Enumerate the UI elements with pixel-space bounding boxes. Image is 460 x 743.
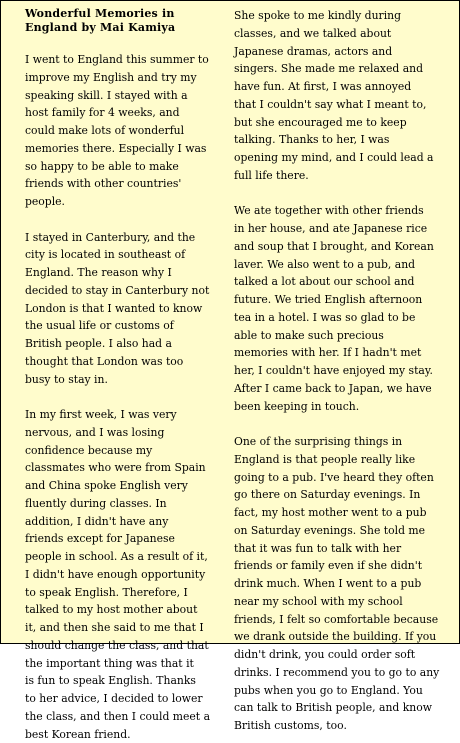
paragraph-canterbury: I stayed in Canterbury, and the city is located in southeast of England. The reason why I decided to stay in Canterbury not London is that I wanted to know the usual life or customs of British people. I also had a thought that London was too busy to stay in. xyxy=(25,230,210,386)
paragraph-first-week: In my first week, I was very nervous, and I was losing confidence because my classmates who were from Spain and China spoke English very fluently during classes. In addition, I didn't have any friends except for Japanese people in school. As a result of it, I didn't have enough opportunity to speak English. Therefore, I talked to my host mother about it, and then she said to me that I should change the class, and that the important thing was that it is fun to speak English. Thanks to her advice, I decided to lower the class, and then I could meet a best Korean friend. xyxy=(25,408,211,741)
paragraph-pub: One of the surprising things in England is that people really like going to a pub. I've heard they often go there on Saturday evenings. In fact, my host mother went to a pub on Saturday evenings. She told me that it was fun to talk with her friends or family even if she didn't drink much. When I went to a pub near my school with my school friends, I felt so comfortable because we drank outside the building. If you didn't drink, you could order soft drinks. I recommend you to go to any pubs when you go to England. You can talk to British people, and know British customs, too. xyxy=(234,435,440,732)
right-column xyxy=(234,7,448,735)
paragraph-together: We ate together with other friends in her house, and ate Japanese rice and soup that I brought, and Korean laver. We also went to a pub, and talked a lot about our school and future. We tried English afternoon tea in a hotel. I was so glad to be able to make such precious memories with her. If I hadn't met her, I couldn't have enjoyed my stay. After I came back to Japan, we have been keeping in touch. xyxy=(234,204,434,413)
article-title: Wonderful Memories in England by Mai Kamiya xyxy=(25,7,176,34)
paragraph-intro: I went to England this summer to improve my English and try my speaking skill. I stayed with a host family for 4 weeks, and could make lots of wonderful memories there. Especially I was so happy to be able to make friends with other countries' people. xyxy=(25,53,209,208)
left-column xyxy=(25,1,229,743)
paragraph-korean-friend: She spoke to me kindly during classes, and we talked about Japanese dramas, actors and singers. She made me relaxed and have fun. At first, I was annoyed that I couldn't say what I meant to, but she encouraged me to keep talking. Thanks to her, I was opening my mind, and I could lead a full life there. xyxy=(234,9,434,182)
